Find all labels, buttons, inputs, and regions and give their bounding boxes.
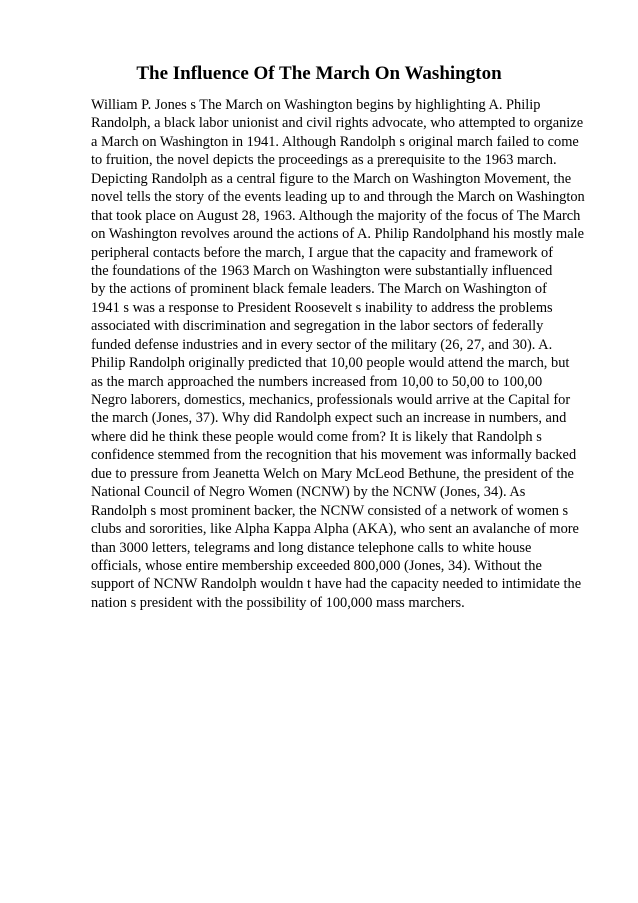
paragraph-line: funded defense industries and in every sector of the military (26, 27, and 30). A. <box>91 336 553 353</box>
paragraph-line: where did he think these people would come from? It is likely that Randolph s <box>91 428 542 445</box>
paragraph-line: officials, whose entire membership exceeded 800,000 (Jones, 34). Without the <box>91 557 542 574</box>
paragraph-line: associated with discrimination and segregation in the labor sectors of federally <box>91 318 544 335</box>
paragraph-line: nation s president with the possibility of 100,000 mass marchers. <box>91 594 465 611</box>
paragraph-line: as the march approached the numbers increased from 10,00 to 50,00 to 100,00 <box>91 373 543 390</box>
paragraph-line: Negro laborers, domestics, mechanics, professionals would arrive at the Capital for <box>91 392 571 408</box>
paragraph-line: National Council of Negro Women (NCNW) by the NCNW (Jones, 34). As <box>91 484 526 501</box>
paragraph-line: than 3000 letters, telegrams and long distance telephone calls to white house <box>91 539 532 556</box>
document-body <box>91 96 621 612</box>
paragraph-line: peripheral contacts before the march, I argue that the capacity and framework of <box>91 244 554 261</box>
paragraph-line: Depicting Randolph as a central figure to the March on Washington Movement, the <box>91 170 572 187</box>
paragraph-line: to fruition, the novel depicts the proceedings as a prerequisite to the 1963 march. <box>91 152 557 169</box>
paragraph-line: clubs and sororities, like Alpha Kappa Alpha (AKA), who sent an avalanche of more <box>91 521 579 538</box>
paragraph-line: the march (Jones, 37). Why did Randolph expect such an increase in numbers, and <box>91 410 567 427</box>
paragraph-line: due to pressure from Jeanetta Welch on Mary McLeod Bethune, the president of the <box>91 465 574 482</box>
paragraph-line: Randolph, a black labor unionist and civil rights advocate, who attempted to organize <box>91 115 584 132</box>
paragraph-line: a March on Washington in 1941. Although Randolph s original march failed to come <box>91 133 579 150</box>
paragraph-line: confidence stemmed from the recognition that his movement was informally backed <box>91 447 577 464</box>
paragraph-line: Philip Randolph originally predicted that 10,00 people would attend the march, but <box>91 355 570 372</box>
paragraph-line: Randolph s most prominent backer, the NCNW consisted of a network of women s <box>91 502 569 519</box>
paragraph-line: William P. Jones s The March on Washington begins by highlighting A. Philip <box>91 97 541 113</box>
paragraph-line: the foundations of the 1963 March on Washington were substantially influenced <box>91 262 553 279</box>
paragraph-line: support of NCNW Randolph wouldn t have had the capacity needed to intimidate the <box>91 576 582 593</box>
paragraph-line: by the actions of prominent black female leaders. The March on Washington of <box>91 281 547 298</box>
paragraph-line: 1941 s was a response to President Roosevelt s inability to address the problems <box>91 299 553 316</box>
paragraph-line: that took place on August 28, 1963. Although the majority of the focus of The March <box>91 207 581 224</box>
document-title: The Influence Of The March On Washington <box>136 63 502 84</box>
paragraph-line: on Washington revolves around the actions of A. Philip Randolphand his mostly male <box>91 226 584 243</box>
paragraph-line: novel tells the story of the events leading up to and through the March on Washington <box>91 189 585 206</box>
